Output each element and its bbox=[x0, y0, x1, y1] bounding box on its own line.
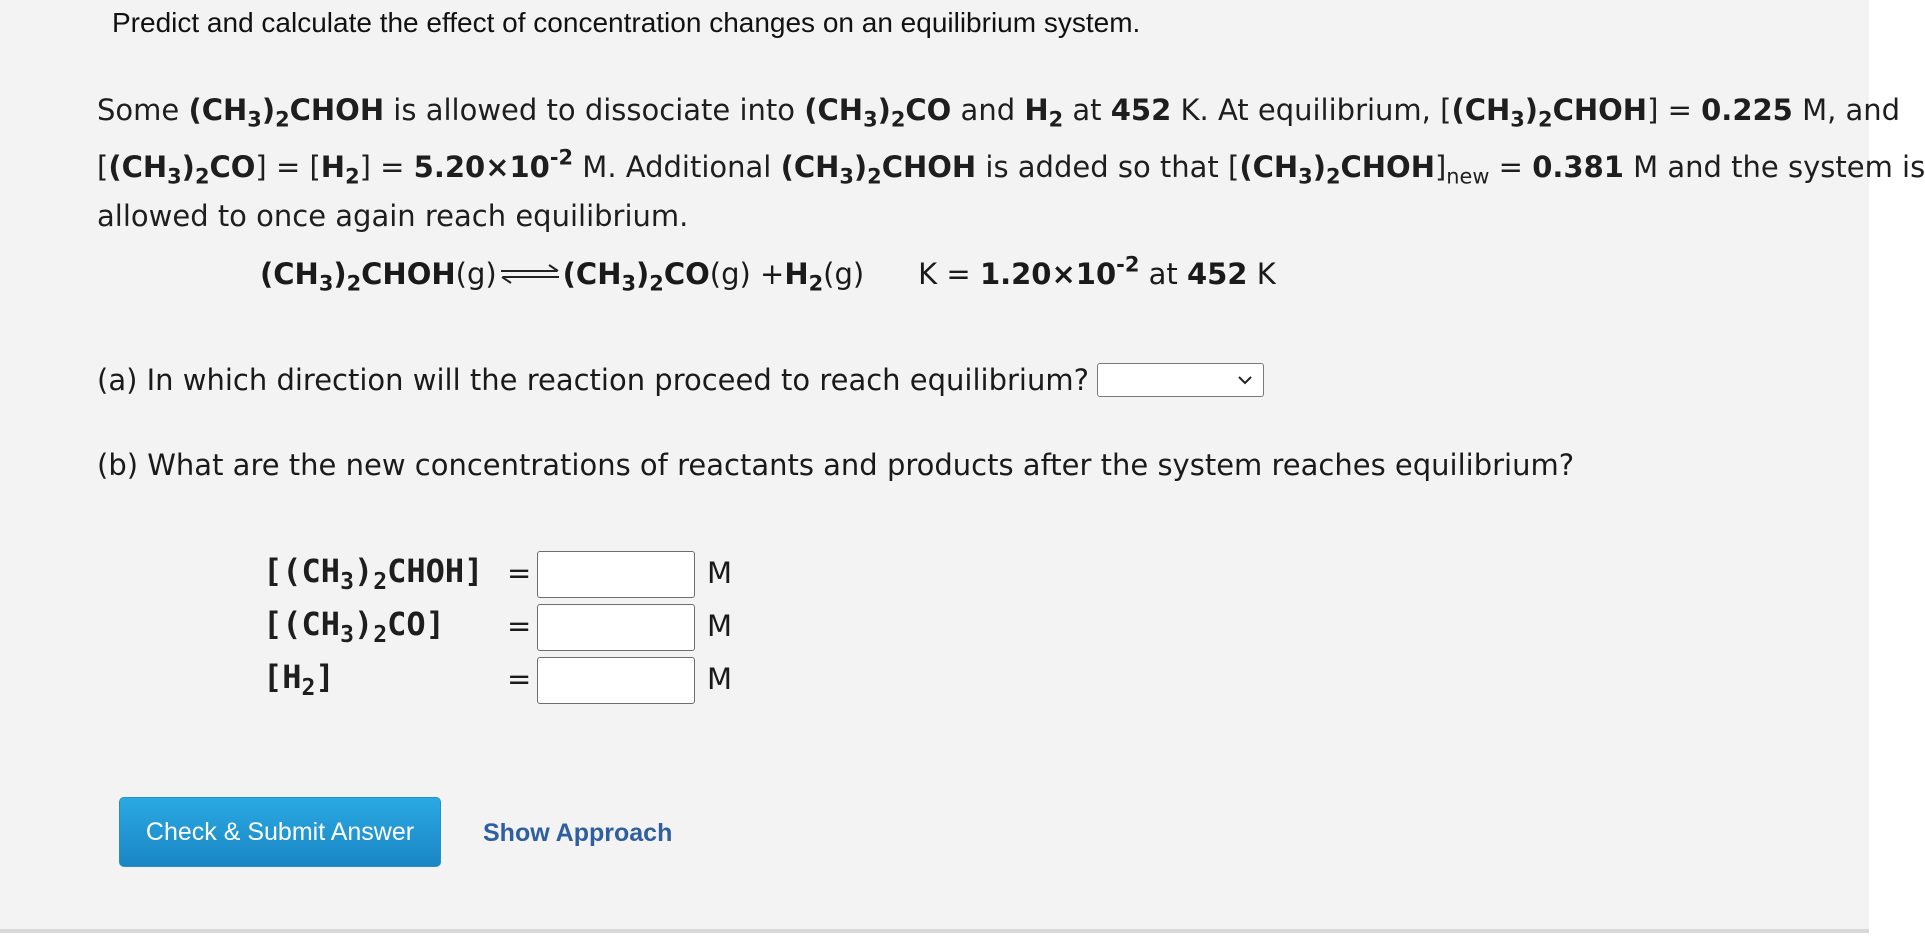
statement-line-3: allowed to once again reach equilibrium. bbox=[97, 199, 689, 233]
answer-label: $[(CH_3)_2CHOH]$ bbox=[263, 552, 484, 595]
conc-input-acetone[interactable] bbox=[537, 604, 695, 651]
equals-sign: = bbox=[507, 556, 532, 590]
equals-sign: = bbox=[507, 662, 532, 696]
unit-label: M bbox=[707, 609, 733, 643]
unit-label: M bbox=[707, 556, 733, 590]
question-a bbox=[97, 363, 1264, 397]
reactant-formula: $(CH_3)_2CHOH$ bbox=[260, 257, 456, 296]
equals-sign: = bbox=[507, 609, 532, 643]
conc-input-hydrogen[interactable] bbox=[537, 657, 695, 704]
show-approach-link[interactable]: Show Approach bbox=[483, 819, 673, 847]
product2-formula: $H_2$ bbox=[784, 257, 824, 296]
question-b-text: (b) What are the new concentrations of reactants and products after the system reaches equilibrium? bbox=[97, 448, 1575, 482]
direction-select[interactable] bbox=[1097, 363, 1264, 397]
statement-line-1: Some $(CH_3)_2CHOH$ is allowed to dissociate into $(CH_3)_2CO$ and $H_2$ at 452 K. At equilibrium, $[(CH_3)_2CHOH] = 0.225$ M, and bbox=[97, 93, 1901, 132]
question-a-text: (a) In which direction will the reaction proceed to reach equilibrium? bbox=[97, 363, 1089, 397]
problem-statement bbox=[97, 82, 1925, 236]
conc-input-isopropanol[interactable] bbox=[537, 551, 695, 598]
equilibrium-arrow-icon bbox=[499, 264, 561, 284]
unit-label: M bbox=[707, 662, 733, 696]
product1-formula: $(CH_3)_2CO$ bbox=[562, 257, 710, 296]
chevron-down-icon bbox=[1237, 374, 1253, 386]
answer-label: $[H_2]$ bbox=[263, 658, 335, 701]
answer-label: $[(CH_3)_2CO]$ bbox=[263, 605, 445, 648]
equilibrium-constant: $K = 1.20\times 10^{-2}$ at 452 K bbox=[918, 252, 1276, 291]
question-heading: Predict and calculate the effect of concentration changes on an equilibrium system. bbox=[112, 7, 1141, 38]
reaction-equation: $(CH_3)_2CHOH$ (g) $(CH_3)_2CO$ (g) + $H_2$ (g) $K = 1.20\times 10^{-2}$ at 452 K bbox=[260, 252, 1276, 296]
check-submit-button[interactable]: Check & Submit Answer bbox=[119, 797, 441, 867]
statement-line-2: $[(CH_3)_2CO] = [H_2] = 5.20\times 10^{-2}$ M. Additional $(CH_3)_2CHOH$ is added so that $[(CH_3)_2CHOH]_{new} = 0.381$ M and the system is bbox=[97, 145, 1925, 189]
